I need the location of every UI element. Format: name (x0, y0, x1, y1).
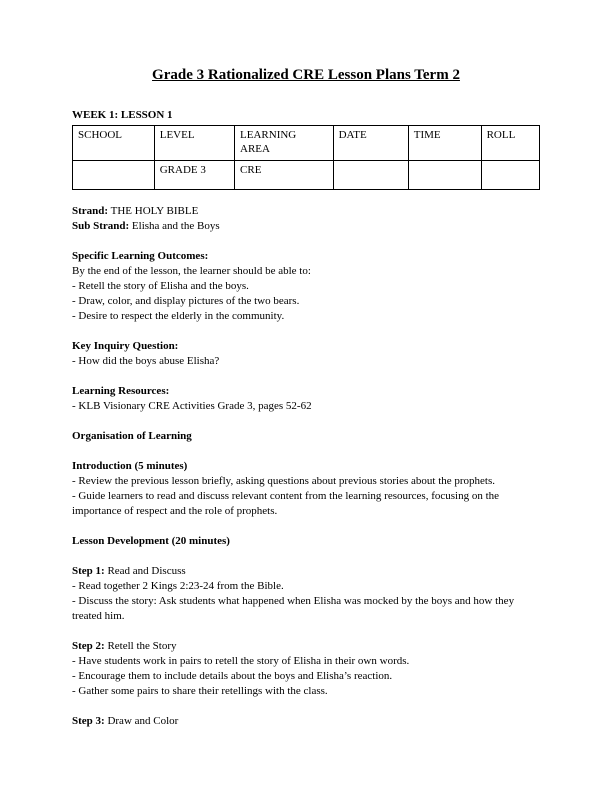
bold-label: Key Inquiry Question: (72, 340, 179, 352)
text-line: Sub Strand: Elisha and the Boys (72, 220, 220, 232)
week-lesson-heading: WEEK 1: LESSON 1 (72, 109, 173, 121)
paragraph (72, 564, 540, 624)
text-line: - Desire to respect the elderly in the community. (72, 310, 285, 322)
text-line (72, 339, 540, 354)
cell-school (73, 161, 155, 190)
text-line: - Have students work in pairs to retell the story of Elisha in their own words. (72, 655, 410, 667)
paragraph (72, 639, 540, 699)
text-line: Step 3: Draw and Color (72, 715, 179, 727)
paragraph (72, 204, 540, 234)
text-line (72, 534, 540, 549)
header-level: LEVEL (154, 126, 234, 161)
header-date: DATE (333, 126, 408, 161)
paragraph (72, 534, 540, 549)
text-line (72, 459, 540, 474)
bold-label: Strand: (72, 205, 109, 217)
text-line: - KLB Visionary CRE Activities Grade 3, pages 52-62 (72, 400, 312, 412)
header-time: TIME (408, 126, 481, 161)
text-line: - How did the boys abuse Elisha? (72, 355, 220, 367)
cell-roll (481, 161, 539, 190)
text-line: - Draw, color, and display pictures of the two bears. (72, 295, 300, 307)
header-roll: ROLL (481, 126, 539, 161)
paragraph (72, 339, 540, 369)
text-line: - Discuss the story: Ask students what happened when Elisha was mocked by the boys and how they treated him. (72, 595, 515, 622)
cell-date (333, 161, 408, 190)
text-line: Strand: THE HOLY BIBLE (72, 205, 199, 217)
page-title: Grade 3 Rationalized CRE Lesson Plans Term 2 (152, 67, 460, 83)
cell-time (408, 161, 481, 190)
bold-label: Introduction (5 minutes) (72, 460, 188, 472)
paragraph (72, 459, 540, 519)
bold-label: Organisation of Learning (72, 430, 192, 442)
text-line: - Guide learners to read and discuss relevant content from the learning resources, focusing on the importance of respect and the role of prophets. (72, 490, 500, 517)
table-data-row (73, 161, 540, 190)
text-line: - Gather some pairs to share their retellings with the class. (72, 685, 328, 697)
bold-label: Lesson Development (20 minutes) (72, 535, 230, 547)
paragraph (72, 384, 540, 414)
header-learning-area: LEARNING AREA (235, 126, 334, 161)
text-line: - Read together 2 Kings 2:23-24 from the Bible. (72, 580, 284, 592)
bold-label: Step 3: (72, 715, 105, 727)
bold-label: Learning Resources: (72, 385, 170, 397)
bold-label: Step 1: (72, 565, 105, 577)
bold-label: Sub Strand: (72, 220, 130, 232)
header-school: SCHOOL (73, 126, 155, 161)
text-line (72, 249, 540, 264)
text-line: By the end of the lesson, the learner should be able to: (72, 265, 311, 277)
text-line: Step 2: Retell the Story (72, 640, 177, 652)
text-line (72, 429, 540, 444)
bold-label: Step 2: (72, 640, 105, 652)
table-header-row (73, 126, 540, 161)
document-body (72, 204, 540, 729)
text-line (72, 384, 540, 399)
lesson-info-table (72, 125, 540, 190)
paragraph (72, 429, 540, 444)
paragraph (72, 249, 540, 324)
text-line: - Retell the story of Elisha and the boys. (72, 280, 249, 292)
cell-learning-area: CRE (235, 161, 334, 190)
text-line: - Encourage them to include details about the boys and Elisha’s reaction. (72, 670, 393, 682)
cell-level: GRADE 3 (154, 161, 234, 190)
text-line: Step 1: Read and Discuss (72, 565, 186, 577)
text-line: - Review the previous lesson briefly, asking questions about previous stories about the prophets. (72, 475, 496, 487)
bold-label: Specific Learning Outcomes: (72, 250, 209, 262)
paragraph (72, 714, 540, 729)
